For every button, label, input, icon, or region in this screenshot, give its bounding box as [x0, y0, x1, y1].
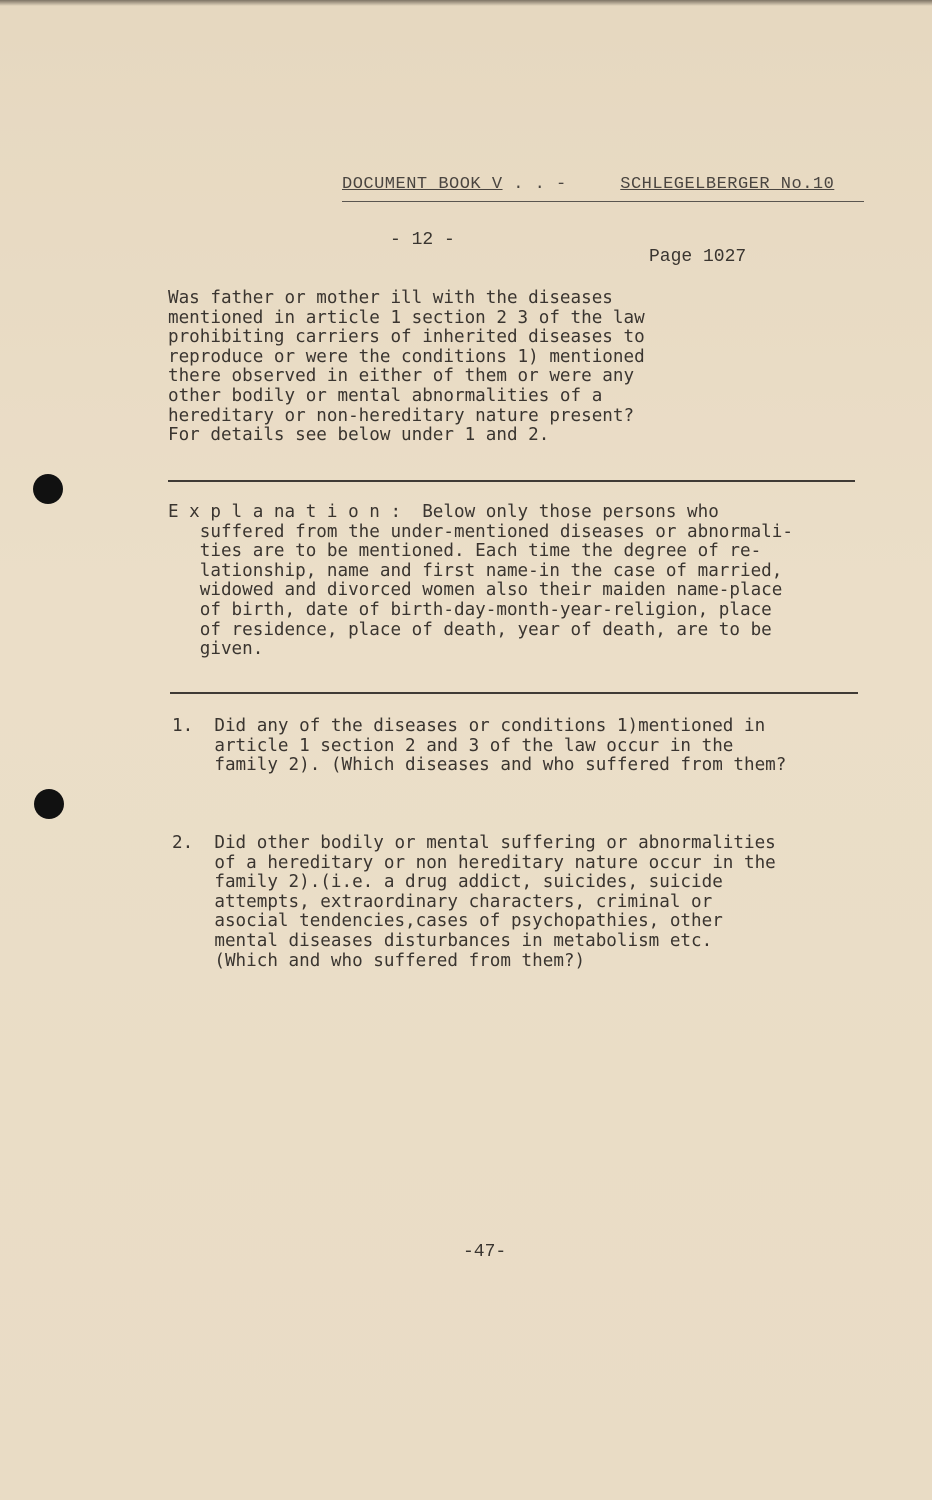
page-top-edge	[0, 0, 932, 6]
header-middle: . . -	[502, 175, 567, 194]
explanation-paragraph: E x p l a na t i o n : Below only those persons who suffered from the under-mentioned diseases or abnormali- ties are to be mentioned. Each time the degree of re- lationship, name and first name-in the case of married, widowed and divorced women also their maiden name-place of birth, date of birth-day-month-year-religion, place of residence, place of death, year of death, are to be given.	[168, 502, 793, 660]
divider-line-2	[170, 692, 858, 694]
page-number: - 12 -	[390, 230, 455, 250]
punch-hole-upper	[33, 474, 63, 504]
page-reference: Page 1027	[649, 247, 747, 267]
punch-hole-lower	[34, 789, 64, 819]
question-2: 2. Did other bodily or mental suffering or abnormalities of a hereditary or non hereditary nature occur in the family 2).(i.e. a drug addict, suicides, suicide attempts, extraordinary characters, criminal or asocial tendencies,cases of psychopathies, other mental diseases disturbances in metabolism etc. (Which and who suffered from them?)	[172, 833, 776, 971]
question-1: 1. Did any of the diseases or conditions 1)mentioned in article 1 section 2 and 3 of the law occur in the family 2). (Which diseases and who suffered from them?	[172, 716, 787, 776]
footer-page-number: -47-	[463, 1242, 507, 1262]
document-header	[342, 175, 864, 194]
defendant-label: SCHLEGELBERGER No.10	[620, 175, 835, 194]
document-book-label: DOCUMENT BOOK V	[342, 175, 503, 194]
intro-paragraph: Was father or mother ill with the diseases mentioned in article 1 section 2 3 of the law prohibiting carriers of inherited diseases to reproduce or were the conditions 1) mentioned there observed in either of them or were any other bodily or mental abnormalities of a hereditary or non-hereditary nature present? For details see below under 1 and 2.	[168, 288, 645, 446]
header-underline	[342, 201, 864, 202]
divider-line-1	[168, 480, 855, 482]
